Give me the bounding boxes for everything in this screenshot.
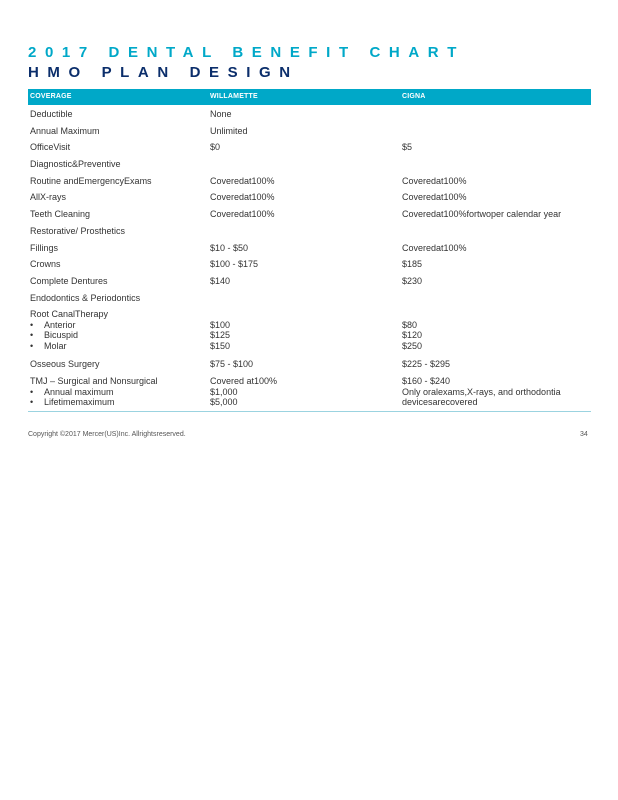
cell-willamette: Coveredat100% <box>210 209 275 220</box>
table-bottom-rule <box>28 411 591 412</box>
cell-cigna: $250 <box>402 340 423 351</box>
table-row <box>28 155 591 172</box>
cell-willamette: $75 - $100 <box>210 359 254 370</box>
cell-coverage: Restorative/ Prosthetics <box>30 225 126 236</box>
cell-willamette: $140 <box>210 275 231 286</box>
cell-cigna: devicesarecovered <box>402 397 478 408</box>
table-row <box>28 222 591 239</box>
cell-willamette: $125 <box>210 330 231 341</box>
table-row <box>28 255 591 272</box>
cell-willamette: $150 <box>210 340 231 351</box>
cell-cigna: $225 - $295 <box>402 359 451 370</box>
cell-coverage-sub: • Annual maximum <box>30 387 158 398</box>
cell-cigna: $160 - $240 <box>402 376 451 387</box>
cell-coverage-sub: • Anterior <box>30 320 108 331</box>
cell-willamette: $1,000 <box>210 386 238 397</box>
cell-coverage: Deductible <box>30 109 73 119</box>
table-row-tmj <box>28 372 591 412</box>
cell-cigna: $185 <box>402 259 423 270</box>
cell-willamette: $0 <box>210 142 221 153</box>
cell-coverage: Endodontics & Periodontics <box>30 292 141 303</box>
header-cigna: CIGNA <box>402 93 426 100</box>
table-row <box>28 105 591 122</box>
table-row <box>28 188 591 205</box>
cell-willamette: $100 - $175 <box>210 259 259 270</box>
page-number: 34 <box>580 431 588 438</box>
cell-cigna: Coveredat100%fortwoper calendar year <box>402 209 562 220</box>
table-row-osseous <box>28 355 591 372</box>
table-row-root-canal <box>28 305 591 355</box>
table-row <box>28 289 591 306</box>
table-header <box>28 89 591 105</box>
cell-cigna: $230 <box>402 275 423 286</box>
cell-cigna: $120 <box>402 330 423 341</box>
copyright: Copyright ©2017 Mercer(US)Inc. Allrightsreserved. <box>28 431 186 438</box>
cell-coverage-sub: • Molar <box>30 341 108 352</box>
cell-coverage: TMJ – Surgical and Nonsurgical <box>30 376 158 387</box>
table-row <box>28 122 591 139</box>
cell-willamette: None <box>210 109 232 119</box>
cell-cigna: $80 <box>402 319 418 330</box>
table-row <box>28 239 591 256</box>
table-row <box>28 172 591 189</box>
cell-coverage: AllX-rays <box>30 192 67 203</box>
cell-cigna: Coveredat100% <box>402 192 467 203</box>
cell-coverage: Osseous Surgery <box>30 359 100 370</box>
cell-willamette: Coveredat100% <box>210 192 275 203</box>
cell-cigna: $5 <box>402 142 413 153</box>
table-body <box>28 105 591 305</box>
cell-coverage: Teeth Cleaning <box>30 209 91 220</box>
cell-cigna: Only oralexams,X-rays, and orthodontia <box>402 386 561 397</box>
benefit-table <box>28 89 591 412</box>
cell-coverage-sub: • Bicuspid <box>30 330 108 341</box>
header-willamette: WILLAMETTE <box>210 93 258 100</box>
page-subtitle: HMO PLAN DESIGN <box>28 64 299 81</box>
table-row <box>28 205 591 222</box>
cell-coverage-sub: • Lifetimemaximum <box>30 397 158 408</box>
cell-willamette: $5,000 <box>210 397 238 408</box>
cell-coverage: OfficeVisit <box>30 142 71 153</box>
cell-coverage: Crowns <box>30 259 61 270</box>
cell-willamette: Coveredat100% <box>210 175 275 186</box>
table-row <box>28 272 591 289</box>
cell-willamette: Unlimited <box>210 125 248 136</box>
cell-coverage: Routine andEmergencyExams <box>30 175 152 186</box>
cell-willamette: Covered at100% <box>210 376 278 387</box>
cell-coverage: Complete Dentures <box>30 275 108 286</box>
cell-cigna: Coveredat100% <box>402 175 467 186</box>
cell-cigna: Coveredat100% <box>402 242 467 253</box>
table-row <box>28 138 591 155</box>
header-coverage: COVERAGE <box>30 93 72 100</box>
page-title: 2017 DENTAL BENEFIT CHART <box>28 44 465 61</box>
cell-willamette: $100 <box>210 319 231 330</box>
cell-willamette: $10 - $50 <box>210 242 249 253</box>
cell-coverage: Fillings <box>30 242 59 253</box>
cell-coverage: Annual Maximum <box>30 125 100 136</box>
cell-coverage: Root CanalTherapy <box>30 309 109 320</box>
cell-coverage: Diagnostic&Preventive <box>30 159 121 170</box>
